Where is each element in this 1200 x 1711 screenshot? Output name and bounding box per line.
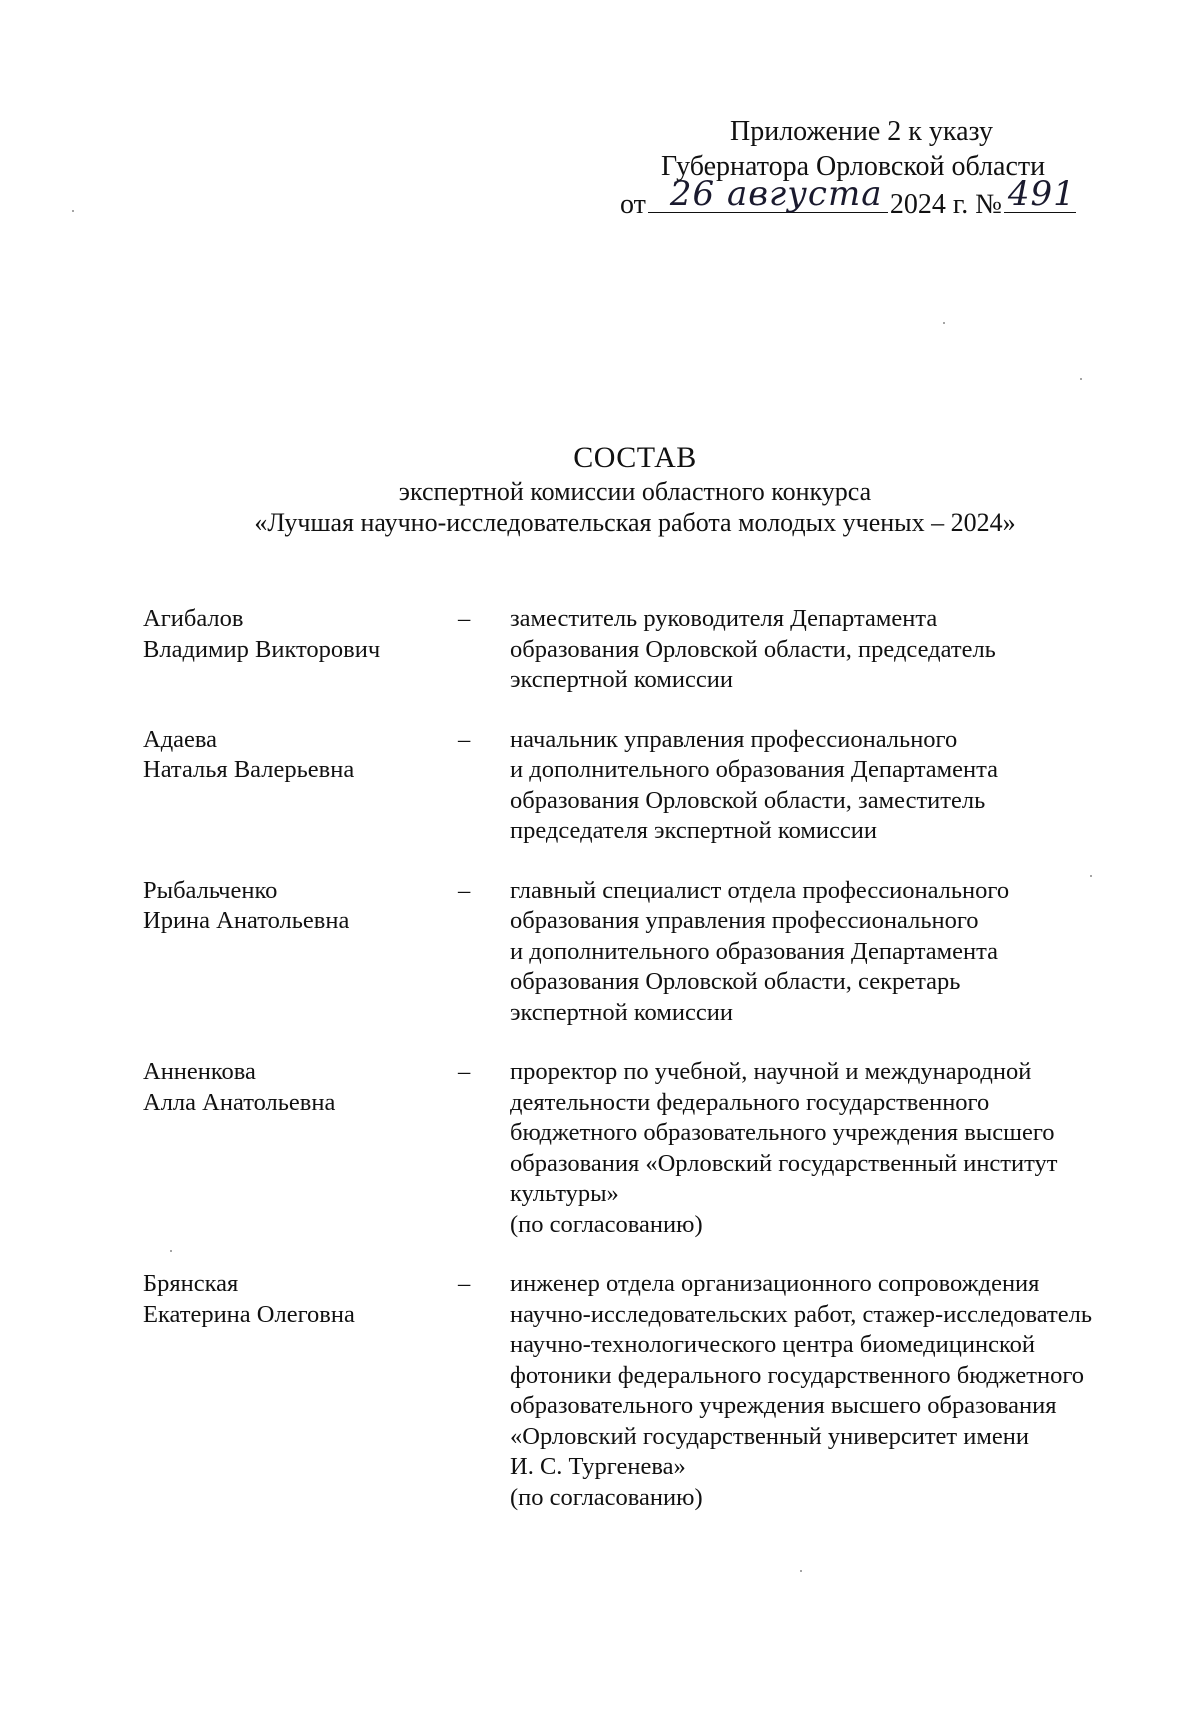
member-dash: – xyxy=(458,1270,471,1297)
member-given-names: Алла Анатольевна xyxy=(143,1088,336,1116)
member-surname: Агибалов xyxy=(143,605,244,632)
scan-speck xyxy=(943,322,945,324)
date-prefix: от xyxy=(620,189,646,220)
role-line: главный специалист отдела профессионального xyxy=(510,876,1010,904)
member-role xyxy=(510,876,1143,1029)
member-role xyxy=(510,1269,1143,1513)
role-line: культуры» xyxy=(510,1180,619,1207)
appendix-line-2: Губернатора Орловской области xyxy=(661,151,1046,182)
appendix-line-3 xyxy=(600,174,1100,222)
role-line: заместитель руководителя Департамента xyxy=(510,605,938,632)
role-line: образования Орловской области, секретарь xyxy=(510,968,961,995)
scan-speck xyxy=(800,1570,802,1572)
contest-name: «Лучшая научно-исследовательская работа молодых ученых – 2024» xyxy=(254,508,1016,537)
document-heading: СОСТАВ xyxy=(573,441,697,474)
role-line: деятельности федерального государственного xyxy=(510,1088,990,1116)
role-line: научно-исследовательских работ, стажер-исследователь xyxy=(510,1300,1093,1328)
role-line: экспертной комиссии xyxy=(510,666,733,693)
member-entry xyxy=(143,1057,1143,1240)
role-line: и дополнительного образования Департамента xyxy=(510,937,999,965)
scan-speck xyxy=(72,210,74,212)
role-line: И. С. Тургенева» xyxy=(510,1453,686,1480)
member-role xyxy=(510,604,1143,696)
member-surname: Рыбальченко xyxy=(143,876,278,904)
role-line: образования управления профессионального xyxy=(510,907,979,934)
member-surname: Брянская xyxy=(143,1270,239,1297)
member-dash: – xyxy=(458,725,471,753)
date-fill-line xyxy=(648,174,888,214)
members-list xyxy=(143,604,1143,1513)
member-name xyxy=(143,604,458,665)
appendix-line-1: Приложение 2 к указу xyxy=(730,116,993,147)
member-surname: Анненкова xyxy=(143,1058,256,1085)
role-line: проректор по учебной, научной и международной xyxy=(510,1058,1032,1085)
role-line: образования Орловской области, заместитель xyxy=(510,786,986,814)
role-line: образования Орловской области, председатель xyxy=(510,635,996,663)
member-entry xyxy=(143,876,1143,1029)
role-line: (по согласованию) xyxy=(510,1483,703,1511)
member-dash: – xyxy=(458,876,471,904)
member-entry xyxy=(143,604,1143,696)
number-fill-line xyxy=(1004,174,1076,214)
role-line: образовательного учреждения высшего образования xyxy=(510,1392,1057,1419)
role-line: инженер отдела организационного сопровождения xyxy=(510,1270,1040,1297)
role-line: (по согласованию) xyxy=(510,1210,703,1238)
member-given-names: Ирина Анатольевна xyxy=(143,907,350,934)
member-name xyxy=(143,1269,458,1330)
role-line: образования «Орловский государственный институт xyxy=(510,1149,1058,1177)
member-given-names: Владимир Викторович xyxy=(143,635,381,663)
member-name xyxy=(143,1057,458,1118)
member-role xyxy=(510,1057,1143,1240)
role-line: начальник управления профессионального xyxy=(510,725,958,753)
role-line: председателя экспертной комиссии xyxy=(510,817,877,844)
member-dash: – xyxy=(458,605,471,632)
member-name xyxy=(143,876,458,937)
role-line: и дополнительного образования Департамента xyxy=(510,756,999,783)
role-line: «Орловский государственный университет имени xyxy=(510,1422,1029,1450)
title-block xyxy=(0,440,1200,538)
member-dash: – xyxy=(458,1058,471,1085)
scan-speck xyxy=(1080,378,1082,380)
handwritten-date: 26 августа xyxy=(669,174,883,214)
appendix-reference xyxy=(600,114,1100,222)
member-given-names: Наталья Валерьевна xyxy=(143,756,355,783)
member-name xyxy=(143,725,458,786)
commission-subtitle: экспертной комиссии областного конкурса xyxy=(398,477,872,506)
member-given-names: Екатерина Олеговна xyxy=(143,1300,355,1328)
member-entry xyxy=(143,1269,1143,1513)
member-surname: Адаева xyxy=(143,725,218,753)
member-entry xyxy=(143,725,1143,847)
role-line: научно-технологического центра биомедицинской xyxy=(510,1331,1035,1358)
role-line: экспертной комиссии xyxy=(510,998,733,1026)
member-role xyxy=(510,725,1143,847)
role-line: бюджетного образовательного учреждения высшего xyxy=(510,1119,1055,1146)
year-and-number-label: 2024 г. № xyxy=(889,189,1002,220)
handwritten-number: 491 xyxy=(1007,174,1076,214)
role-line: фотоники федерального государственного бюджетного xyxy=(510,1361,1085,1389)
